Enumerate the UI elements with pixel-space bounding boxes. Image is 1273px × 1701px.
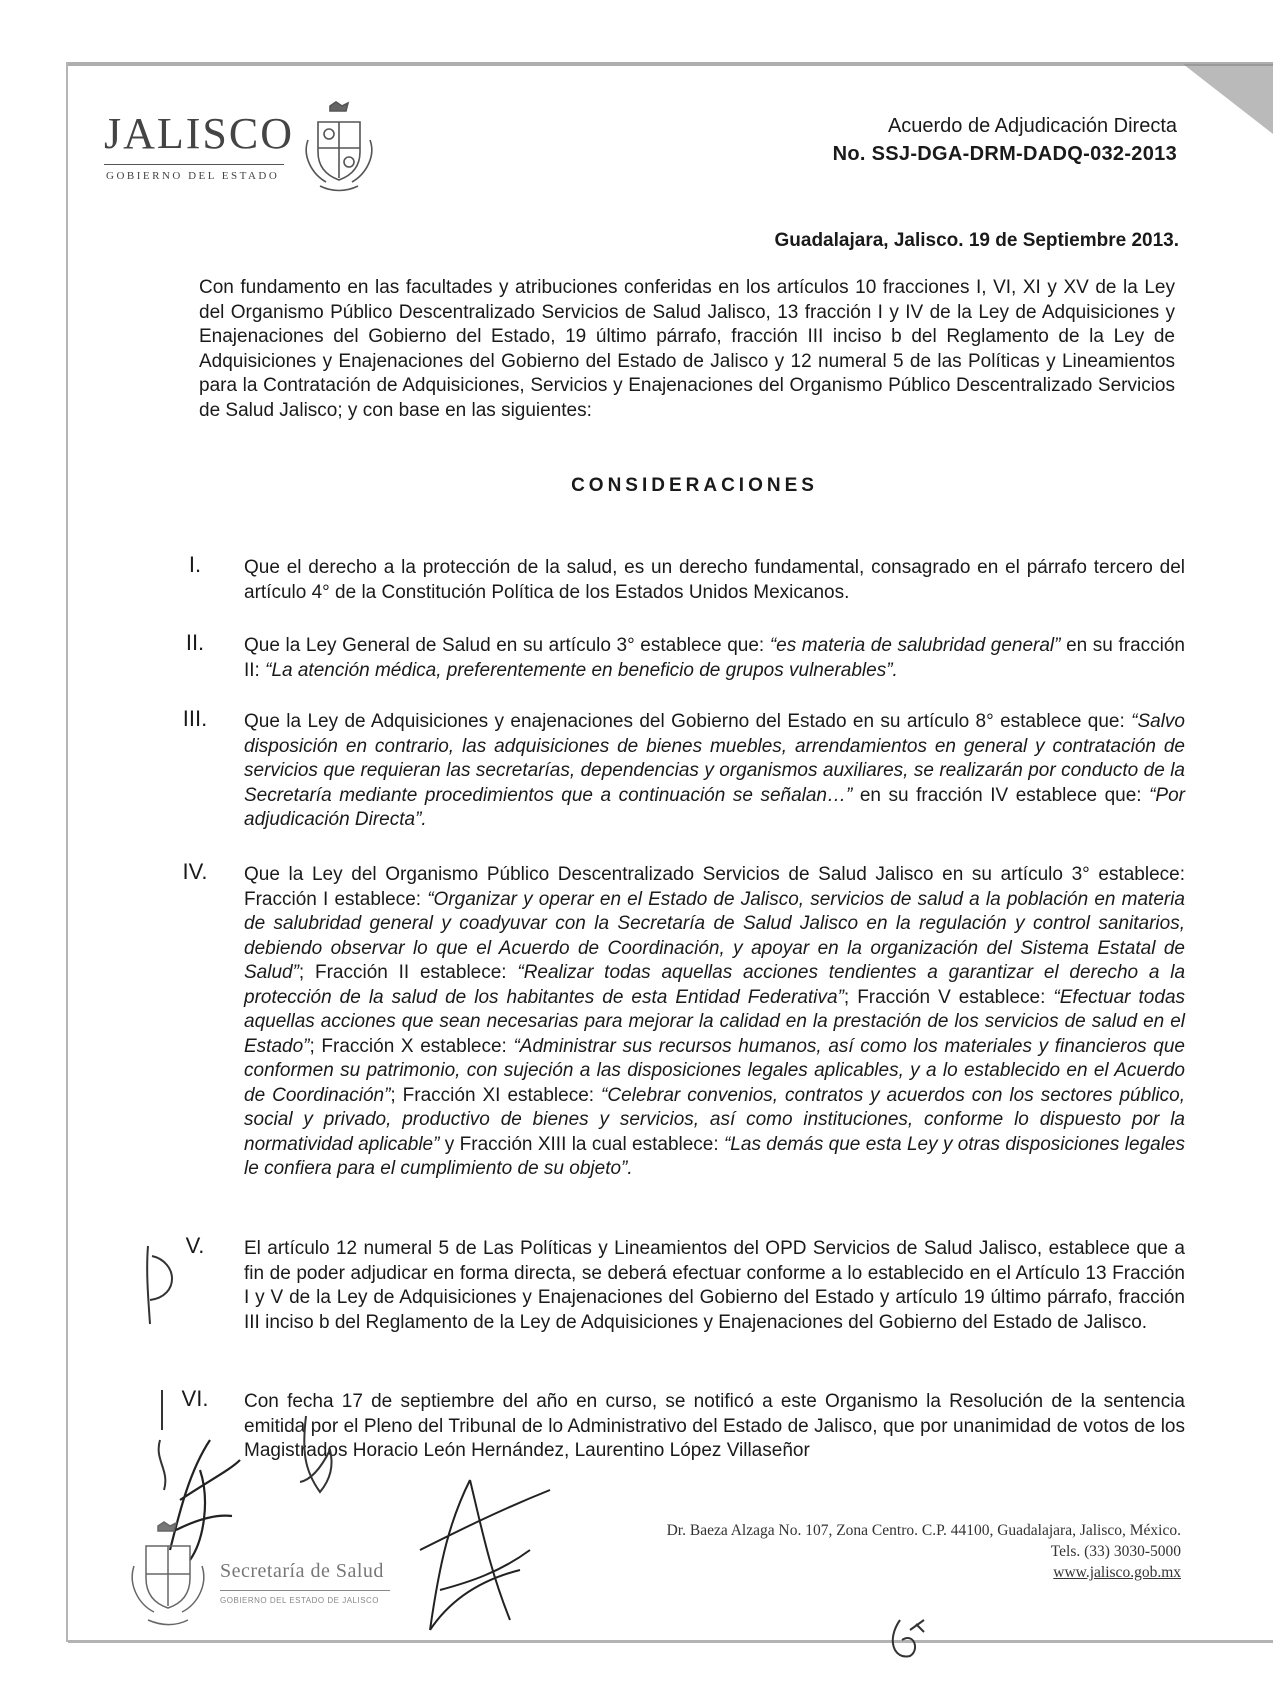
- corner-fold: [1183, 64, 1273, 134]
- item-number: III.: [182, 706, 208, 731]
- signature-center: [410, 1470, 560, 1640]
- logo-subtitle: GOBIERNO DEL ESTADO: [106, 170, 280, 182]
- footer-seal-icon: [126, 1520, 210, 1630]
- initials-mark: [880, 1610, 940, 1670]
- jalisco-seal-icon: [300, 100, 378, 192]
- scan-border-bottom: [68, 1640, 1273, 1643]
- scan-border-left: [66, 62, 68, 1642]
- footer-address: Dr. Baeza Alzaga No. 107, Zona Centro. C.P. 44100, Guadalajara, Jalisco, México.: [666, 1522, 1181, 1539]
- footer-website-link[interactable]: www.jalisco.gob.mx: [1053, 1564, 1181, 1581]
- item-text: Que la Ley General de Salud en su artículo 3° establece que: “es materia de salubridad general” en su fracción II: “La atención médica, preferentemente en beneficio de grupos vulnerables”.: [244, 635, 1185, 681]
- footer-address-block: [667, 1520, 1181, 1583]
- consideration-item: [160, 859, 1186, 1182]
- item-text: Con fecha 17 de septiembre del año en curso, se notificó a este Organismo la Resolución de la sentencia emitida por el Pleno del Tribunal de lo Administrativo del Estado de Jalisco, que por unanimidad de votos de los Magistrados Horacio León Hernández, Laurentino López Villaseñor: [244, 1391, 1185, 1461]
- item-number: V.: [185, 1233, 205, 1258]
- footer-divider: [220, 1590, 390, 1591]
- signature-mark-small: [290, 1410, 350, 1510]
- consideration-item: [160, 630, 1185, 683]
- footer-department-subtitle: GOBIERNO DEL ESTADO DE JALISCO: [220, 1596, 380, 1605]
- consideration-item: [160, 706, 1185, 833]
- intro-paragraph: Con fundamento en las facultades y atribuciones conferidas en los artículos 10 fracciones I, VI, XI y XV de la Ley del Organismo Público Descentralizado Servicios de Salud Jalisco, 13 fracción I y IV de la Ley de Adquisiciones y Enajenaciones del Gobierno del Estado, 19 último párrafo, fracción III inciso b del Reglamento de la Ley de Adquisiciones y Enajenaciones del Gobierno del Estado de Jalisco y 12 numeral 5 de las Políticas y Lineamientos para la Contratación de Adquisiciones, Servicios y Enajenaciones del Organismo Público Descentralizado Servicios de Salud Jalisco; y con base en las siguientes:: [199, 277, 1175, 421]
- item-number: IV.: [182, 859, 208, 884]
- item-text: El artículo 12 numeral 5 de Las Políticas y Lineamientos del OPD Servicios de Salud Jalisco, establece que a fin de poder adjudicar en forma directa, se deberá efectuar conforme a lo establecido en el Artículo 13 Fracción I y V de la Ley de Adquisiciones y Enajenaciones del Gobierno del Estado y artículo 19 último párrafo, fracción III inciso b del Reglamento de la Ley de Adquisiciones y Enajenaciones del Gobierno del Estado de Jalisco.: [244, 1238, 1185, 1333]
- considerations-title: CONSIDERACIONES: [571, 475, 818, 496]
- footer-department: Secretaría de Salud: [220, 1560, 384, 1582]
- document-header: [833, 112, 1177, 168]
- item-number: VI.: [181, 1386, 209, 1411]
- consideration-item: [160, 552, 1185, 605]
- logo-word: JALISCO: [104, 109, 295, 158]
- item-number: I.: [188, 552, 202, 577]
- item-number: II.: [185, 630, 205, 655]
- document-number: No. SSJ-DGA-DRM-DADQ-032-2013: [832, 143, 1177, 165]
- footer-phone: Tels. (33) 3030-5000: [1050, 1543, 1181, 1560]
- consideration-item: [160, 1233, 1185, 1335]
- item-text: Que la Ley del Organismo Público Descentralizado Servicios de Salud Jalisco en su artículo 3° establece: Fracción I establece: “Organizar y operar en el Estado de Jalisco, servicios de salud a la población en materia de salubridad general y coadyuvar con la Secretaría de Salud Jalisco en la regulación y control sanitarios, debiendo observar lo que el Acuerdo de Coordinación, y apoyar en la organización del Sistema Estatal de Salud”; Fracción II establece: “Realizar todas aquellas acciones tendientes a garantizar el derecho a la protección de la salud de los habitantes de esta Entidad Federativa”; Fracción V establece: “Efectuar todas aquellas acciones que sean necesarias para mejorar la calidad en la prestación de los servicios de salud en el Estado”; Fracción X establece: “Administrar sus recursos humanos, así como los materiales y financieros que conformen su patrimonio, con sujeción a las disposiciones legales aplicables, y a lo establecido en el Acuerdo de Coordinación”; Fracción XI establece: “Celebrar convenios, contratos y acuerdos con los sectores público, social y privado, productivo de bienes y servicios, así como instituciones, conforme lo dispuesto por la normatividad aplicable” y Fracción XIII la cual establece: “Las demás que esta Ley y otras disposiciones legales le confiera para el cumplimiento de su objeto”.: [244, 864, 1186, 1179]
- date-line: Guadalajara, Jalisco. 19 de Septiembre 2013.: [774, 230, 1179, 251]
- item-text: Que la Ley de Adquisiciones y enajenaciones del Gobierno del Estado en su artículo 8° establece que: “Salvo disposición en contrario, las adquisiciones de bienes muebles, arrendamientos en general y contratación de servicios que requieran las secretarías, dependencias y organismos auxiliares, se realizarán por conducto de la Secretaría mediante procedimientos que a continuación se señalan…” en su fracción IV establece que: “Por adjudicación Directa”.: [244, 711, 1185, 830]
- document-type: Acuerdo de Adjudicación Directa: [887, 115, 1177, 137]
- scan-border-top: [68, 62, 1273, 66]
- initial-mark: [118, 1240, 188, 1330]
- item-text: Que el derecho a la protección de la salud, es un derecho fundamental, consagrado en el párrafo tercero del artículo 4° de la Constitución Política de los Estados Unidos Mexicanos.: [244, 557, 1185, 603]
- logo-divider: [104, 164, 284, 165]
